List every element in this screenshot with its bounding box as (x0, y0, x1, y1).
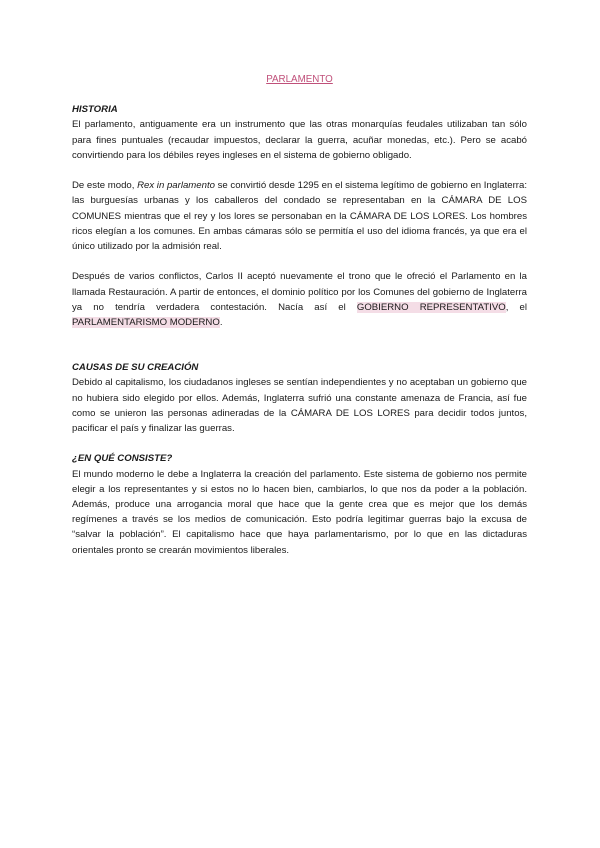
highlight-parlamentarismo-moderno: PARLAMENTARISMO MODERNO (72, 317, 220, 329)
spacer (72, 436, 527, 451)
document-body (72, 72, 527, 558)
paragraph-historia-1: El parlamento, antiguamente era un instrumento que las otras monarquías feudales utilizaban tan sólo para fines puntuales (recaudar impuestos, declarar la guerra, acuñar monedas, etc.). Pero se acabó convirtiendo para los débiles reyes ingleses en el sistema de gobierno obligado. (72, 119, 527, 161)
latin-phrase: Rex in parlamento (137, 180, 215, 192)
text-run: Después de varios conflictos, Carlos II aceptó nuevamente el trono que le ofreció el Parlamento en la llamada Restauración. A partir de entonces, el dominio político por los Comunes del gobierno de Inglaterra ya no tendría verdadera contestación. Nacía así el (72, 271, 527, 313)
paragraph-historia-2 (72, 178, 527, 254)
highlight-gobierno-representativo: GOBIERNO REPRESENTATIVO (356, 301, 506, 313)
spacer (72, 330, 527, 360)
section-heading-historia: HISTORIA (72, 104, 118, 116)
section-heading-causas: CAUSAS DE SU CREACIÓN (72, 362, 199, 374)
spacer (72, 254, 527, 269)
paragraph-historia-3 (72, 269, 527, 330)
paragraph-causas-1: Debido al capitalismo, los ciudadanos ingleses se sentían independientes y no aceptaban un gobierno que no hubiera sido elegido por ellos. Además, Inglaterra sufrió una constante amenaza de Francia, así fue como se unieron las personas adineradas de la CÁMARA DE LOS LORES para decidir todos juntos, pacificar el país y finalizar las guerras. (72, 377, 527, 435)
text-run: . (219, 317, 223, 329)
paragraph-consiste-1: El mundo moderno le debe a Inglaterra la creación del parlamento. Este sistema de gobierno nos permite elegir a los representantes y si estos no lo hacen bien, cambiarlos, lo que nos da poder a la población. Además, produce una arrogancia moral que hace que la gente crea que es mejor que los demás regímenes a través se los medios de comunicación. Esto podría legitimar guerras bajo la excusa de “salvar la población”. El capitalismo hace que haya parlamentarismo, por lo que en las dictaduras orientales pronto se crearán movimientos liberales. (72, 468, 527, 556)
text-run: se convirtió desde 1295 en el sistema legítimo de gobierno en Inglaterra: las burguesías urbanas y los caballeros del condado se representaban en la CÁMARA DE LOS COMUNES mientras que el rey y los lores se personaban en la CÁMARA DE LOS LORES. Los hombres ricos elegían a los comunes. En ambas cámaras sólo se permitía el uso del idioma francés, ya que era el único utilizado por la admisión real. (72, 180, 528, 253)
text-run: De este modo, (72, 180, 138, 192)
document-title: PARLAMENTO (266, 74, 333, 85)
section-heading-consiste: ¿EN QUÉ CONSISTE? (72, 453, 173, 465)
spacer (72, 163, 527, 178)
text-run: , el (505, 301, 527, 313)
